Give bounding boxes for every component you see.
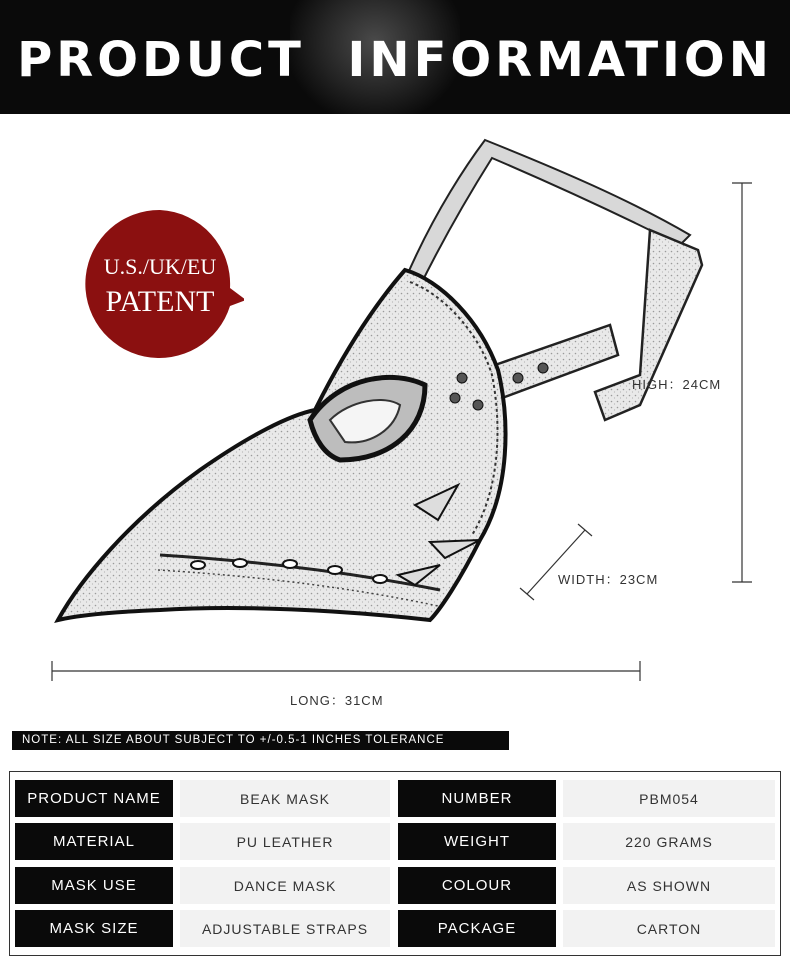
page-title: PRODUCT INFORMATION — [17, 32, 773, 88]
height-dimension-label: HIGH：24CM — [632, 377, 722, 392]
spec-label-weight: WEIGHT — [398, 823, 556, 860]
spec-label-package: PACKAGE — [398, 910, 556, 947]
spec-value-number: PBM054 — [563, 780, 775, 817]
length-dimension-label: LONG：31CM — [290, 693, 384, 708]
spec-table — [9, 771, 781, 956]
width-dimension-label: WIDTH：23CM — [558, 572, 659, 587]
spec-label-colour: COLOUR — [398, 867, 556, 904]
spec-value-mask-use: DANCE MASK — [180, 867, 390, 904]
spec-value-product-name: BEAK MASK — [180, 780, 390, 817]
patent-label: PATENT — [105, 285, 215, 318]
patent-regions: U.S./UK/EU — [103, 254, 217, 279]
spec-value-colour: AS SHOWN — [563, 867, 775, 904]
spec-label-mask-use: MASK USE — [15, 867, 173, 904]
spec-label-number: NUMBER — [398, 780, 556, 817]
spec-label-product-name: PRODUCT NAME — [15, 780, 173, 817]
spec-value-package: CARTON — [563, 910, 775, 947]
tolerance-note: NOTE: ALL SIZE ABOUT SUBJECT TO +/-0.5-1 INCHES TOLERANCE — [12, 731, 509, 750]
spec-value-mask-size: ADJUSTABLE STRAPS — [180, 910, 390, 947]
spec-value-material: PU LEATHER — [180, 823, 390, 860]
spec-label-mask-size: MASK SIZE — [15, 910, 173, 947]
spec-label-material: MATERIAL — [15, 823, 173, 860]
spec-value-weight: 220 GRAMS — [563, 823, 775, 860]
